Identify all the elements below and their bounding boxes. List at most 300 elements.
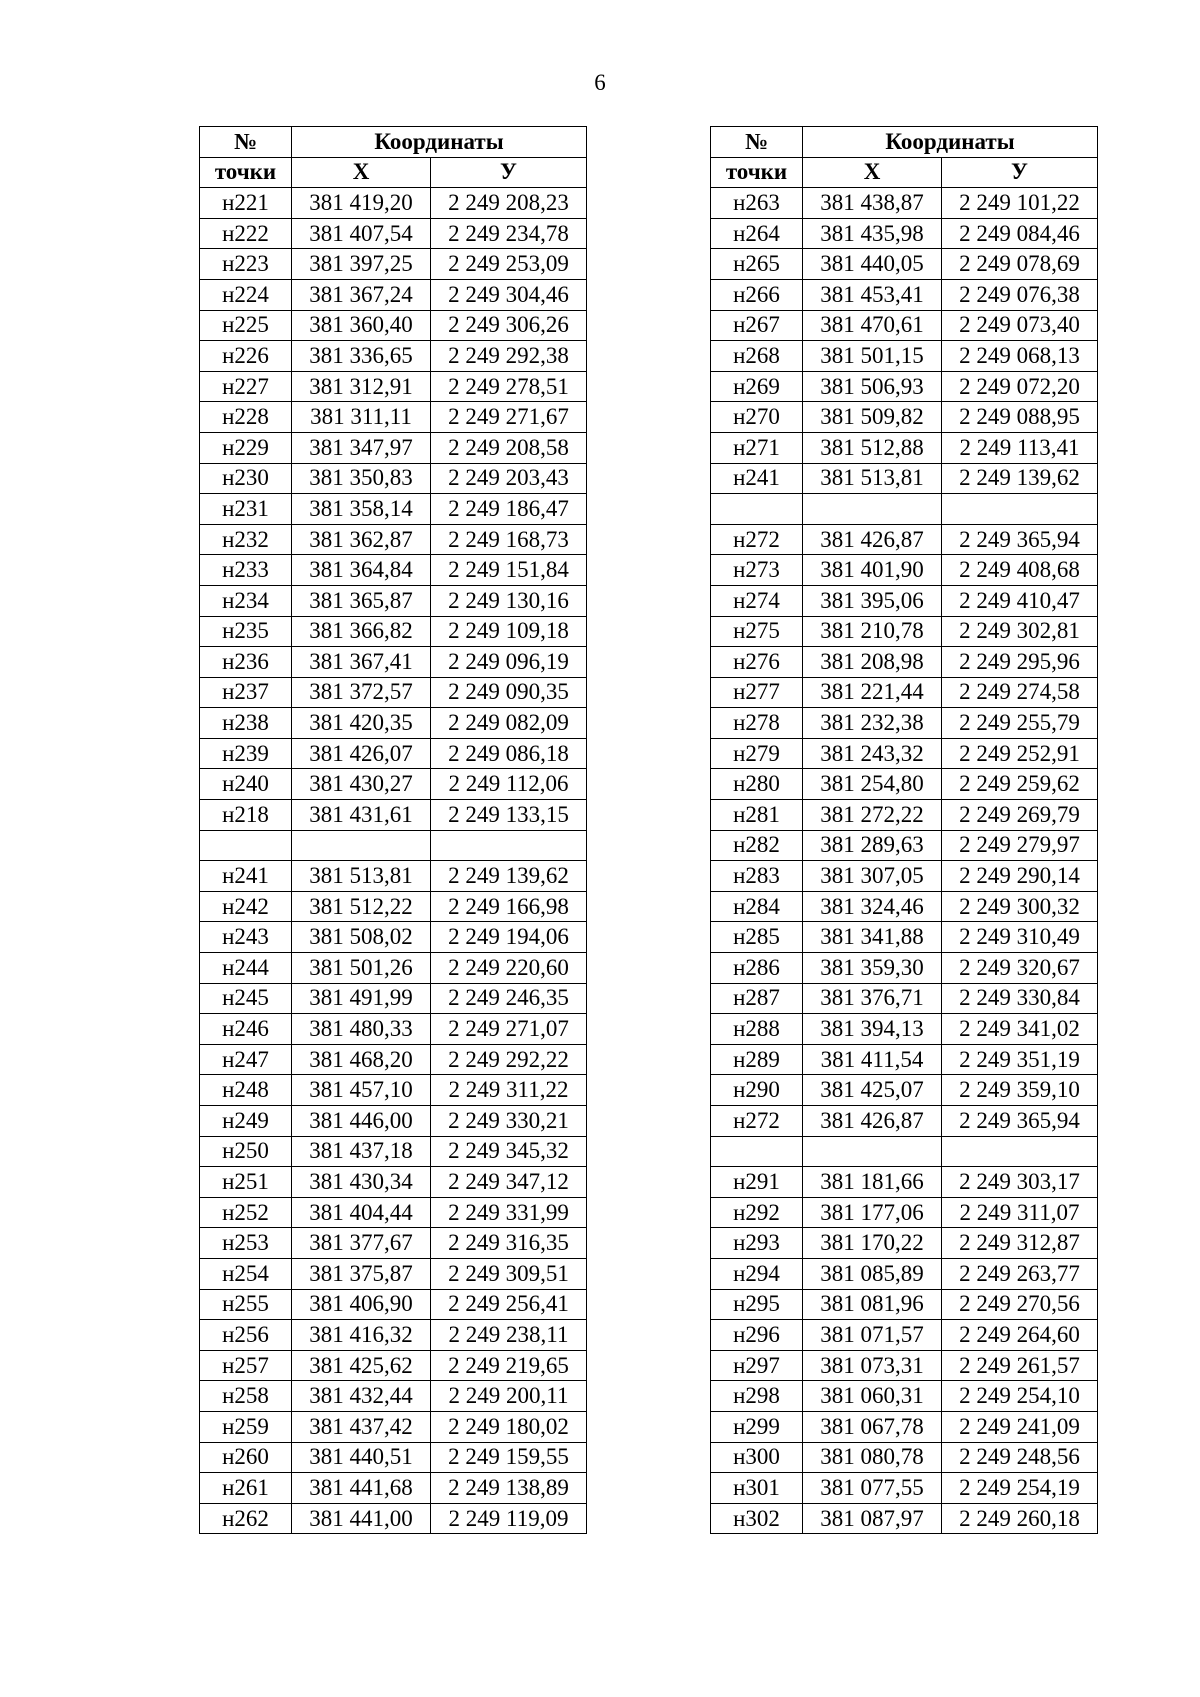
table-row <box>711 463 1098 494</box>
point-number-cell: н238 <box>200 708 292 739</box>
y-coordinate-cell: 2 249 084,46 <box>942 218 1098 249</box>
x-coordinate-cell: 381 336,65 <box>292 341 431 372</box>
x-coordinate-cell: 381 365,87 <box>292 585 431 616</box>
point-number-cell: н234 <box>200 585 292 616</box>
point-number-cell: н250 <box>200 1136 292 1167</box>
y-coordinate-cell: 2 249 194,06 <box>431 922 587 953</box>
y-coordinate-cell: 2 249 076,38 <box>942 279 1098 310</box>
x-coordinate-cell: 381 491,99 <box>292 983 431 1014</box>
header-point-number: № <box>711 127 803 158</box>
table-row <box>711 1381 1098 1412</box>
x-coordinate-cell: 381 366,82 <box>292 616 431 647</box>
y-coordinate-cell: 2 249 311,22 <box>431 1075 587 1106</box>
x-coordinate-cell: 381 177,06 <box>803 1197 942 1228</box>
point-number-cell: н240 <box>200 769 292 800</box>
table-row <box>200 341 587 372</box>
header-y: У <box>942 157 1098 188</box>
table-row <box>711 341 1098 372</box>
y-coordinate-cell: 2 249 365,94 <box>942 524 1098 555</box>
x-coordinate-cell: 381 416,32 <box>292 1320 431 1351</box>
table-row <box>200 1014 587 1045</box>
point-number-cell: н262 <box>200 1503 292 1534</box>
y-coordinate-cell: 2 249 113,41 <box>942 432 1098 463</box>
x-coordinate-cell: 381 071,57 <box>803 1320 942 1351</box>
point-number-cell <box>200 830 292 861</box>
y-coordinate-cell: 2 249 292,22 <box>431 1044 587 1075</box>
x-coordinate-cell: 381 440,51 <box>292 1442 431 1473</box>
table-row <box>711 1350 1098 1381</box>
x-coordinate-cell: 381 397,25 <box>292 249 431 280</box>
point-number-cell: н254 <box>200 1258 292 1289</box>
table-body-left <box>200 188 587 1534</box>
table-row <box>200 432 587 463</box>
point-number-cell: н258 <box>200 1381 292 1412</box>
x-coordinate-cell: 381 470,61 <box>803 310 942 341</box>
y-coordinate-cell: 2 249 139,62 <box>942 463 1098 494</box>
y-coordinate-cell: 2 249 220,60 <box>431 953 587 984</box>
x-coordinate-cell <box>292 830 431 861</box>
table-row <box>711 647 1098 678</box>
point-number-cell: н223 <box>200 249 292 280</box>
y-coordinate-cell: 2 249 073,40 <box>942 310 1098 341</box>
point-number-cell: н292 <box>711 1197 803 1228</box>
table-row <box>711 371 1098 402</box>
y-coordinate-cell <box>942 1136 1098 1167</box>
table-row <box>200 371 587 402</box>
x-coordinate-cell: 381 508,02 <box>292 922 431 953</box>
table-row <box>200 800 587 831</box>
y-coordinate-cell: 2 249 159,55 <box>431 1442 587 1473</box>
x-coordinate-cell: 381 501,26 <box>292 953 431 984</box>
table-row <box>711 983 1098 1014</box>
x-coordinate-cell <box>803 494 942 525</box>
x-coordinate-cell: 381 243,32 <box>803 738 942 769</box>
table-row <box>711 1228 1098 1259</box>
x-coordinate-cell: 381 077,55 <box>803 1473 942 1504</box>
y-coordinate-cell: 2 249 345,32 <box>431 1136 587 1167</box>
y-coordinate-cell: 2 249 078,69 <box>942 249 1098 280</box>
point-number-cell: н231 <box>200 494 292 525</box>
x-coordinate-cell: 381 085,89 <box>803 1258 942 1289</box>
point-number-cell: н288 <box>711 1014 803 1045</box>
x-coordinate-cell: 381 425,62 <box>292 1350 431 1381</box>
x-coordinate-cell: 381 426,87 <box>803 1106 942 1137</box>
y-coordinate-cell: 2 249 180,02 <box>431 1411 587 1442</box>
y-coordinate-cell: 2 249 359,10 <box>942 1075 1098 1106</box>
x-coordinate-cell: 381 512,22 <box>292 891 431 922</box>
point-number-cell: н286 <box>711 953 803 984</box>
point-number-cell: н247 <box>200 1044 292 1075</box>
point-number-cell: н243 <box>200 922 292 953</box>
point-number-cell: н301 <box>711 1473 803 1504</box>
y-coordinate-cell: 2 249 072,20 <box>942 371 1098 402</box>
y-coordinate-cell: 2 249 306,26 <box>431 310 587 341</box>
table-row <box>711 616 1098 647</box>
point-number-cell: н266 <box>711 279 803 310</box>
table-row <box>200 1473 587 1504</box>
point-number-cell: н221 <box>200 188 292 219</box>
point-number-cell: н249 <box>200 1106 292 1137</box>
y-coordinate-cell: 2 249 408,68 <box>942 555 1098 586</box>
x-coordinate-cell: 381 437,42 <box>292 1411 431 1442</box>
table-row <box>711 1411 1098 1442</box>
y-coordinate-cell: 2 249 133,15 <box>431 800 587 831</box>
x-coordinate-cell: 381 254,80 <box>803 769 942 800</box>
point-number-cell: н260 <box>200 1442 292 1473</box>
x-coordinate-cell: 381 446,00 <box>292 1106 431 1137</box>
table-row <box>711 738 1098 769</box>
table-row <box>200 677 587 708</box>
x-coordinate-cell: 381 512,88 <box>803 432 942 463</box>
y-coordinate-cell: 2 249 208,23 <box>431 188 587 219</box>
y-coordinate-cell: 2 249 278,51 <box>431 371 587 402</box>
table-row <box>200 738 587 769</box>
point-number-cell: н277 <box>711 677 803 708</box>
y-coordinate-cell: 2 249 330,21 <box>431 1106 587 1137</box>
x-coordinate-cell: 381 457,10 <box>292 1075 431 1106</box>
x-coordinate-cell: 381 210,78 <box>803 616 942 647</box>
header-point-number: № <box>200 127 292 158</box>
y-coordinate-cell: 2 249 200,11 <box>431 1381 587 1412</box>
header-point-label: точки <box>200 157 292 188</box>
table-row <box>711 524 1098 555</box>
table-row <box>200 1320 587 1351</box>
y-coordinate-cell: 2 249 238,11 <box>431 1320 587 1351</box>
point-number-cell: н227 <box>200 371 292 402</box>
point-number-cell: н241 <box>200 861 292 892</box>
point-number-cell: н289 <box>711 1044 803 1075</box>
x-coordinate-cell: 381 426,87 <box>803 524 942 555</box>
table-row <box>200 891 587 922</box>
point-number-cell: н270 <box>711 402 803 433</box>
y-coordinate-cell: 2 249 086,18 <box>431 738 587 769</box>
point-number-cell: н268 <box>711 341 803 372</box>
table-row <box>200 188 587 219</box>
y-coordinate-cell: 2 249 290,14 <box>942 861 1098 892</box>
y-coordinate-cell: 2 249 263,77 <box>942 1258 1098 1289</box>
x-coordinate-cell: 381 312,91 <box>292 371 431 402</box>
point-number-cell: н273 <box>711 555 803 586</box>
y-coordinate-cell: 2 249 151,84 <box>431 555 587 586</box>
point-number-cell: н291 <box>711 1167 803 1198</box>
table-row <box>711 708 1098 739</box>
point-number-cell: н293 <box>711 1228 803 1259</box>
x-coordinate-cell: 381 272,22 <box>803 800 942 831</box>
y-coordinate-cell: 2 249 300,32 <box>942 891 1098 922</box>
point-number-cell: н275 <box>711 616 803 647</box>
x-coordinate-cell: 381 181,66 <box>803 1167 942 1198</box>
x-coordinate-cell: 381 401,90 <box>803 555 942 586</box>
point-number-cell: н236 <box>200 647 292 678</box>
table-row <box>711 922 1098 953</box>
x-coordinate-cell: 381 430,34 <box>292 1167 431 1198</box>
point-number-cell: н284 <box>711 891 803 922</box>
x-coordinate-cell: 381 375,87 <box>292 1258 431 1289</box>
y-coordinate-cell: 2 249 256,41 <box>431 1289 587 1320</box>
point-number-cell: н265 <box>711 249 803 280</box>
x-coordinate-cell: 381 453,41 <box>803 279 942 310</box>
point-number-cell: н228 <box>200 402 292 433</box>
point-number-cell: н271 <box>711 432 803 463</box>
table-row <box>711 432 1098 463</box>
y-coordinate-cell: 2 249 271,67 <box>431 402 587 433</box>
y-coordinate-cell: 2 249 274,58 <box>942 677 1098 708</box>
point-number-cell: н237 <box>200 677 292 708</box>
y-coordinate-cell: 2 249 082,09 <box>431 708 587 739</box>
coordinates-table-right <box>710 126 1098 1534</box>
point-number-cell: н248 <box>200 1075 292 1106</box>
point-number-cell: н259 <box>200 1411 292 1442</box>
y-coordinate-cell: 2 249 316,35 <box>431 1228 587 1259</box>
y-coordinate-cell: 2 249 090,35 <box>431 677 587 708</box>
point-number-cell: н276 <box>711 647 803 678</box>
x-coordinate-cell: 381 324,46 <box>803 891 942 922</box>
x-coordinate-cell: 381 364,84 <box>292 555 431 586</box>
table-row <box>711 249 1098 280</box>
y-coordinate-cell: 2 249 119,09 <box>431 1503 587 1534</box>
point-number-cell: н242 <box>200 891 292 922</box>
table-row <box>200 1289 587 1320</box>
point-number-cell: н244 <box>200 953 292 984</box>
point-number-cell: н299 <box>711 1411 803 1442</box>
y-coordinate-cell: 2 249 139,62 <box>431 861 587 892</box>
point-number-cell: н290 <box>711 1075 803 1106</box>
y-coordinate-cell: 2 249 254,10 <box>942 1381 1098 1412</box>
point-number-cell: н264 <box>711 218 803 249</box>
table-row <box>200 1106 587 1137</box>
point-number-cell: н283 <box>711 861 803 892</box>
x-coordinate-cell: 381 411,54 <box>803 1044 942 1075</box>
x-coordinate-cell: 381 419,20 <box>292 188 431 219</box>
table-row <box>200 1411 587 1442</box>
x-coordinate-cell: 381 060,31 <box>803 1381 942 1412</box>
x-coordinate-cell: 381 359,30 <box>803 953 942 984</box>
x-coordinate-cell: 381 067,78 <box>803 1411 942 1442</box>
header-coordinates: Координаты <box>803 127 1098 158</box>
x-coordinate-cell: 381 438,87 <box>803 188 942 219</box>
x-coordinate-cell: 381 358,14 <box>292 494 431 525</box>
point-number-cell: н251 <box>200 1167 292 1198</box>
table-row <box>200 922 587 953</box>
x-coordinate-cell <box>803 1136 942 1167</box>
point-number-cell <box>711 494 803 525</box>
y-coordinate-cell: 2 249 253,09 <box>431 249 587 280</box>
x-coordinate-cell: 381 087,97 <box>803 1503 942 1534</box>
x-coordinate-cell: 381 468,20 <box>292 1044 431 1075</box>
table-row <box>711 1136 1098 1167</box>
point-number-cell: н241 <box>711 463 803 494</box>
x-coordinate-cell: 381 407,54 <box>292 218 431 249</box>
point-number-cell: н239 <box>200 738 292 769</box>
y-coordinate-cell: 2 249 365,94 <box>942 1106 1098 1137</box>
y-coordinate-cell: 2 249 259,62 <box>942 769 1098 800</box>
x-coordinate-cell: 381 432,44 <box>292 1381 431 1412</box>
x-coordinate-cell: 381 367,24 <box>292 279 431 310</box>
table-row <box>200 1503 587 1534</box>
point-number-cell: н261 <box>200 1473 292 1504</box>
x-coordinate-cell: 381 080,78 <box>803 1442 942 1473</box>
point-number-cell: н230 <box>200 463 292 494</box>
x-coordinate-cell: 381 221,44 <box>803 677 942 708</box>
point-number-cell: н226 <box>200 341 292 372</box>
y-coordinate-cell <box>431 830 587 861</box>
y-coordinate-cell: 2 249 351,19 <box>942 1044 1098 1075</box>
table-row <box>711 402 1098 433</box>
table-row <box>711 861 1098 892</box>
point-number-cell: н252 <box>200 1197 292 1228</box>
y-coordinate-cell: 2 249 109,18 <box>431 616 587 647</box>
table-row <box>200 1228 587 1259</box>
y-coordinate-cell: 2 249 347,12 <box>431 1167 587 1198</box>
x-coordinate-cell: 381 395,06 <box>803 585 942 616</box>
point-number-cell: н278 <box>711 708 803 739</box>
table-row <box>711 1258 1098 1289</box>
y-coordinate-cell: 2 249 271,07 <box>431 1014 587 1045</box>
table-row <box>200 830 587 861</box>
x-coordinate-cell: 381 513,81 <box>292 861 431 892</box>
y-coordinate-cell: 2 249 312,87 <box>942 1228 1098 1259</box>
point-number-cell: н282 <box>711 830 803 861</box>
table-row <box>711 279 1098 310</box>
point-number-cell: н224 <box>200 279 292 310</box>
y-coordinate-cell: 2 249 219,65 <box>431 1350 587 1381</box>
x-coordinate-cell: 381 081,96 <box>803 1289 942 1320</box>
y-coordinate-cell: 2 249 168,73 <box>431 524 587 555</box>
point-number-cell: н218 <box>200 800 292 831</box>
y-coordinate-cell: 2 249 309,51 <box>431 1258 587 1289</box>
x-coordinate-cell: 381 360,40 <box>292 310 431 341</box>
x-coordinate-cell: 381 441,68 <box>292 1473 431 1504</box>
y-coordinate-cell: 2 249 255,79 <box>942 708 1098 739</box>
x-coordinate-cell: 381 420,35 <box>292 708 431 739</box>
table-body-right <box>711 188 1098 1534</box>
y-coordinate-cell: 2 249 101,22 <box>942 188 1098 219</box>
point-number-cell: н296 <box>711 1320 803 1351</box>
y-coordinate-cell: 2 249 068,13 <box>942 341 1098 372</box>
table-row <box>200 218 587 249</box>
header-x: Х <box>292 157 431 188</box>
table-row <box>711 1197 1098 1228</box>
point-number-cell: н245 <box>200 983 292 1014</box>
x-coordinate-cell: 381 311,11 <box>292 402 431 433</box>
point-number-cell: н257 <box>200 1350 292 1381</box>
y-coordinate-cell: 2 249 331,99 <box>431 1197 587 1228</box>
point-number-cell: н269 <box>711 371 803 402</box>
table-row <box>200 983 587 1014</box>
y-coordinate-cell: 2 249 310,49 <box>942 922 1098 953</box>
table-row <box>711 953 1098 984</box>
table-row <box>200 310 587 341</box>
table-row <box>200 1044 587 1075</box>
table-row <box>711 585 1098 616</box>
x-coordinate-cell: 381 341,88 <box>803 922 942 953</box>
point-number-cell: н233 <box>200 555 292 586</box>
x-coordinate-cell: 381 480,33 <box>292 1014 431 1045</box>
table-row <box>711 310 1098 341</box>
table-row <box>711 1075 1098 1106</box>
y-coordinate-cell: 2 249 304,46 <box>431 279 587 310</box>
x-coordinate-cell: 381 170,22 <box>803 1228 942 1259</box>
header-point-label: точки <box>711 157 803 188</box>
y-coordinate-cell: 2 249 330,84 <box>942 983 1098 1014</box>
x-coordinate-cell: 381 506,93 <box>803 371 942 402</box>
y-coordinate-cell: 2 249 292,38 <box>431 341 587 372</box>
y-coordinate-cell: 2 249 341,02 <box>942 1014 1098 1045</box>
x-coordinate-cell: 381 404,44 <box>292 1197 431 1228</box>
table-row <box>200 1075 587 1106</box>
point-number-cell: н274 <box>711 585 803 616</box>
point-number-cell: н280 <box>711 769 803 800</box>
table-row <box>200 647 587 678</box>
table-row <box>200 708 587 739</box>
x-coordinate-cell: 381 509,82 <box>803 402 942 433</box>
y-coordinate-cell: 2 249 410,47 <box>942 585 1098 616</box>
x-coordinate-cell: 381 307,05 <box>803 861 942 892</box>
table-row <box>711 1473 1098 1504</box>
table-row <box>711 1167 1098 1198</box>
page-number: 6 <box>594 70 606 95</box>
point-number-cell: н279 <box>711 738 803 769</box>
x-coordinate-cell: 381 431,61 <box>292 800 431 831</box>
x-coordinate-cell: 381 406,90 <box>292 1289 431 1320</box>
point-number-cell: н253 <box>200 1228 292 1259</box>
table-row <box>711 769 1098 800</box>
point-number-cell: н297 <box>711 1350 803 1381</box>
y-coordinate-cell: 2 249 130,16 <box>431 585 587 616</box>
point-number-cell: н229 <box>200 432 292 463</box>
y-coordinate-cell: 2 249 241,09 <box>942 1411 1098 1442</box>
table-row <box>200 585 587 616</box>
y-coordinate-cell: 2 249 252,91 <box>942 738 1098 769</box>
table-row <box>711 1106 1098 1137</box>
header-x: Х <box>803 157 942 188</box>
point-number-cell: н300 <box>711 1442 803 1473</box>
y-coordinate-cell: 2 249 302,81 <box>942 616 1098 647</box>
y-coordinate-cell: 2 249 254,19 <box>942 1473 1098 1504</box>
point-number-cell: н255 <box>200 1289 292 1320</box>
y-coordinate-cell: 2 249 264,60 <box>942 1320 1098 1351</box>
table-row <box>711 218 1098 249</box>
y-coordinate-cell: 2 249 208,58 <box>431 432 587 463</box>
y-coordinate-cell: 2 249 112,06 <box>431 769 587 800</box>
point-number-cell: н298 <box>711 1381 803 1412</box>
y-coordinate-cell: 2 249 186,47 <box>431 494 587 525</box>
x-coordinate-cell: 381 208,98 <box>803 647 942 678</box>
table-row <box>200 953 587 984</box>
table-row <box>200 769 587 800</box>
point-number-cell: н222 <box>200 218 292 249</box>
x-coordinate-cell: 381 394,13 <box>803 1014 942 1045</box>
point-number-cell: н294 <box>711 1258 803 1289</box>
point-number-cell: н285 <box>711 922 803 953</box>
table-row <box>711 891 1098 922</box>
table-row <box>711 555 1098 586</box>
y-coordinate-cell: 2 249 320,67 <box>942 953 1098 984</box>
table-row <box>200 555 587 586</box>
table-row <box>711 677 1098 708</box>
y-coordinate-cell: 2 249 279,97 <box>942 830 1098 861</box>
x-coordinate-cell: 381 376,71 <box>803 983 942 1014</box>
point-number-cell: н267 <box>711 310 803 341</box>
x-coordinate-cell: 381 425,07 <box>803 1075 942 1106</box>
y-coordinate-cell: 2 249 166,98 <box>431 891 587 922</box>
x-coordinate-cell: 381 426,07 <box>292 738 431 769</box>
table-row <box>200 249 587 280</box>
point-number-cell: н232 <box>200 524 292 555</box>
table-row <box>200 1197 587 1228</box>
table-row <box>711 830 1098 861</box>
x-coordinate-cell: 381 232,38 <box>803 708 942 739</box>
